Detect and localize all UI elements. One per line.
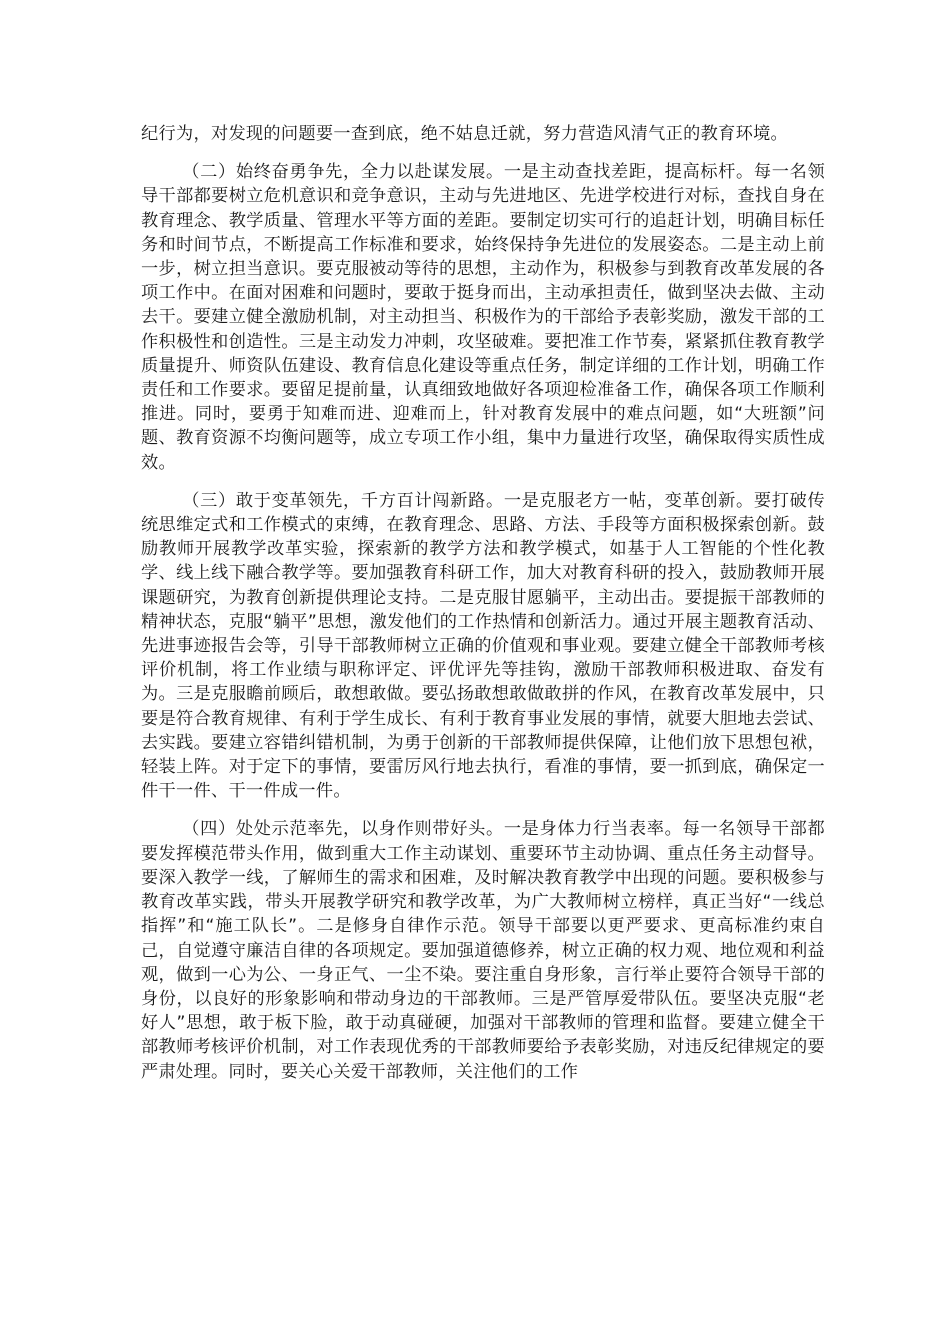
document-page [141, 122, 825, 1084]
paragraph-section-3: （三）敢于变革领先，千方百计闯新路。一是克服老方一帖，变革创新。要打破传统思维定式和工作模式的束缚，在教育理念、思路、方法、手段等方面积极探索创新。鼓励教师开展教学改革实验，探索新的教学方法和教学模式，如基于人工智能的个性化教学、线上线下融合教学等。要加强教育科研工作，加大对教育科研的投入，鼓励教师开展课题研究，为教育创新提供理论支持。二是克服甘愿躺平，主动出击。要提振干部教师的精神状态，克服“躺平”思想，激发他们的工作热情和创新活力。通过开展主题教育活动、先进事迹报告会等，引导干部教师树立正确的价值观和事业观。要建立健全干部教师考核评价机制，将工作业绩与职称评定、评优评先等挂钩，激励干部教师积极进取、奋发有为。三是克服瞻前顾后，敢想敢做。要弘扬敢想敢做敢拼的作风，在教育改革发展中，只要是符合教育规律、有利于学生成长、有利于教育事业发展的事情，就要大胆地去尝试、去实践。要建立容错纠错机制，为勇于创新的干部教师提供保障，让他们放下思想包袱，轻装上阵。对于定下的事情，要雷厉风行地去执行，看准的事情，要一抓到底，确保定一件干一件、干一件成一件。 [141, 490, 825, 802]
paragraph-gap [141, 803, 825, 817]
paragraph-continuation: 纪行为，对发现的问题要一查到底，绝不姑息迁就，努力营造风清气正的教育环境。 [141, 124, 789, 144]
paragraph-gap [141, 146, 825, 160]
paragraph-section-4: （四）处处示范率先，以身作则带好头。一是身体力行当表率。每一名领导干部都要发挥模范带头作用，做到重大工作主动谋划、重要环节主动协调、重点任务主动督导。要深入教学一线，了解师生的需求和困难，及时解决教育教学中出现的问题。要积极参与教育改革实践，带头开展教学研究和教学改革，为广大教师树立榜样，真正当好“一线总指挥”和“施工队长”。二是修身自律作示范。领导干部要以更严要求、更高标准约束自己，自觉遵守廉洁自律的各项规定。要加强道德修养，树立正确的权力观、地位观和利益观，做到一心为公、一身正气、一尘不染。要注重自身形象，言行举止要符合领导干部的身份，以良好的形象影响和带动身边的干部教师。三是严管厚爱带队伍。要坚决克服“老好人”思想，敢于板下脸，敢于动真碰硬，加强对干部教师的管理和监督。要建立健全干部教师考核评价机制，对工作表现优秀的干部教师要给予表彰奖励，对违反纪律规定的要严肃处理。同时，要关心关爱干部教师，关注他们的工作 [141, 819, 825, 1082]
paragraph-section-2: （二）始终奋勇争先，全力以赴谋发展。一是主动查找差距，提高标杆。每一名领导干部都要树立危机意识和竞争意识，主动与先进地区、先进学校进行对标，查找自身在教育理念、教学质量、管理水平等方面的差距。要制定切实可行的追赶计划，明确目标任务和时间节点，不断提高工作标准和要求，始终保持争先进位的发展姿态。二是主动上前一步，树立担当意识。要克服被动等待的思想，主动作为，积极参与到教育改革发展的各项工作中。在面对困难和问题时，要敢于挺身而出，主动承担责任，做到坚决去做、主动去干。要建立健全激励机制，对主动担当、积极作为的干部给予表彰奖励，激发干部的工作积极性和创造性。三是主动发力冲刺，攻坚破难。要把准工作节奏，紧紧抓住教育教学质量提升、师资队伍建设、教育信息化建设等重点任务，制定详细的工作计划，明确工作责任和工作要求。要留足提前量，认真细致地做好各项迎检准备工作，确保各项工作顺利推进。同时，要勇于知难而进、迎难而上，针对教育发展中的难点问题，如“大班额”问题、教育资源不均衡问题等，成立专项工作小组，集中力量进行攻坚，确保取得实质性成效。 [141, 162, 825, 473]
paragraph-gap [141, 475, 825, 489]
